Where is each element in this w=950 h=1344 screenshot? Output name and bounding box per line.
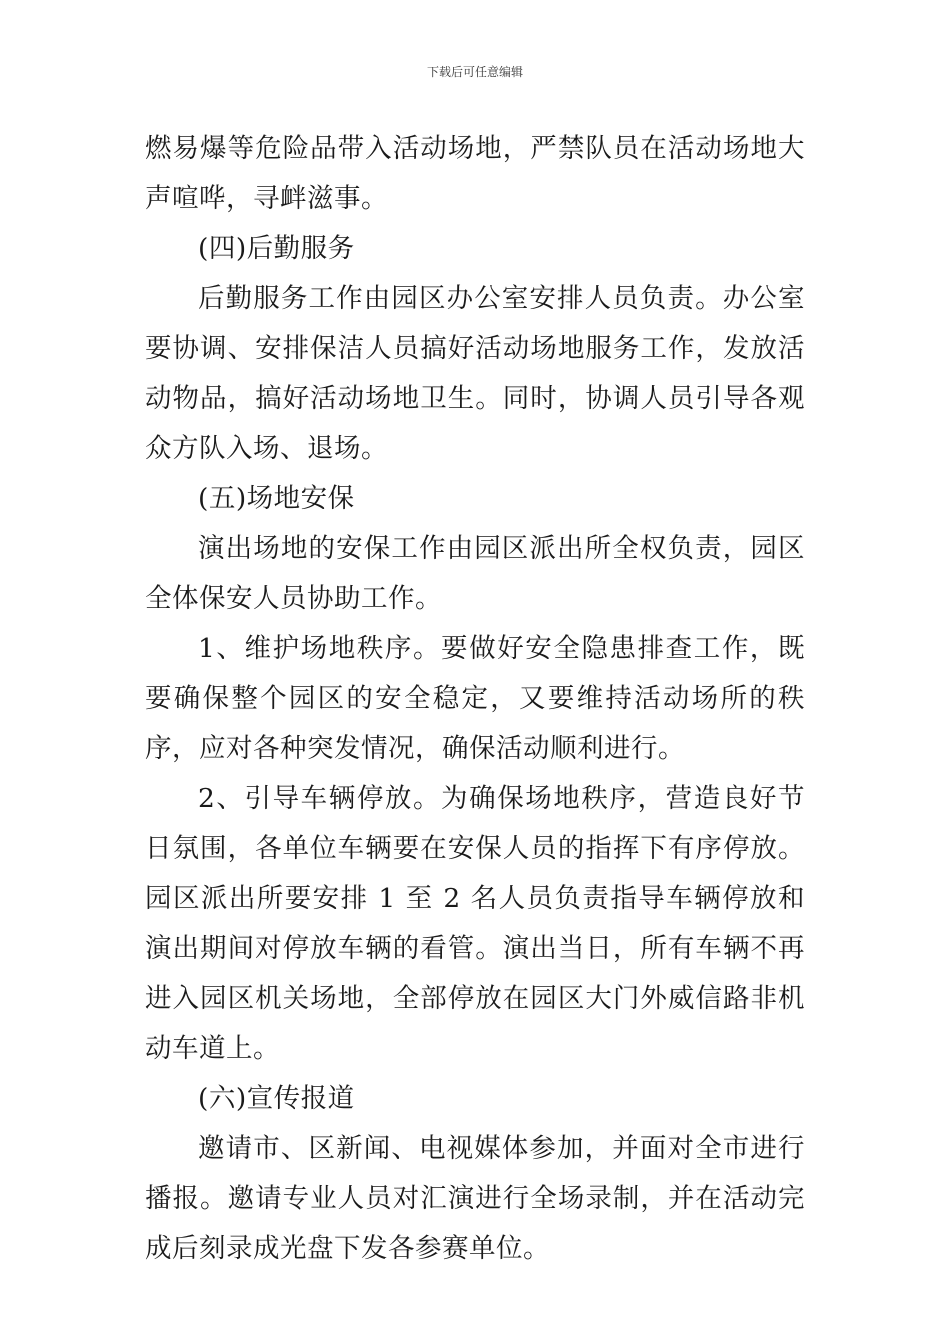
paragraph-logistics: 后勤服务工作由园区办公室安排人员负责。办公室要协调、安排保洁人员搞好活动场地服务工作，发放活动物品，搞好活动场地卫生。同时，协调人员引导各观众方队入场、退场。 <box>145 283 805 464</box>
page-header-note: 下载后可任意编辑 <box>426 65 523 79</box>
paragraph-continuation: 燃易爆等危险品带入活动场地，严禁队员在活动场地大声喧哗，寻衅滋事。 <box>145 133 805 214</box>
paragraph-parking: 2、引导车辆停放。为确保场地秩序，营造良好节日氛围，各单位车辆要在安保人员的指挥下有序停放。园区派出所要安排 1 至 2 名人员负责指导车辆停放和演出期间对停放车辆的看管。演出当日，所有车辆不再进入园区机关场地，全部停放在园区大门外威信路非机动车道上。 <box>145 783 805 1064</box>
section-heading-security: (五)场地安保 <box>198 483 355 514</box>
section-heading-publicity: (六)宣传报道 <box>198 1083 355 1114</box>
paragraph-security: 演出场地的安保工作由园区派出所全权负责，园区全体保安人员协助工作。 <box>145 533 805 614</box>
document-body <box>145 124 805 1274</box>
paragraph-site-order: 1、维护场地秩序。要做好安全隐患排查工作，既要确保整个园区的安全稳定，又要维持活动场所的秩序，应对各种突发情况，确保活动顺利进行。 <box>145 633 805 764</box>
paragraph-publicity: 邀请市、区新闻、电视媒体参加，并面对全市进行播报。邀请专业人员对汇演进行全场录制，并在活动完成后刻录成光盘下发各参赛单位。 <box>145 1133 805 1264</box>
section-heading-logistics: (四)后勤服务 <box>198 233 355 264</box>
